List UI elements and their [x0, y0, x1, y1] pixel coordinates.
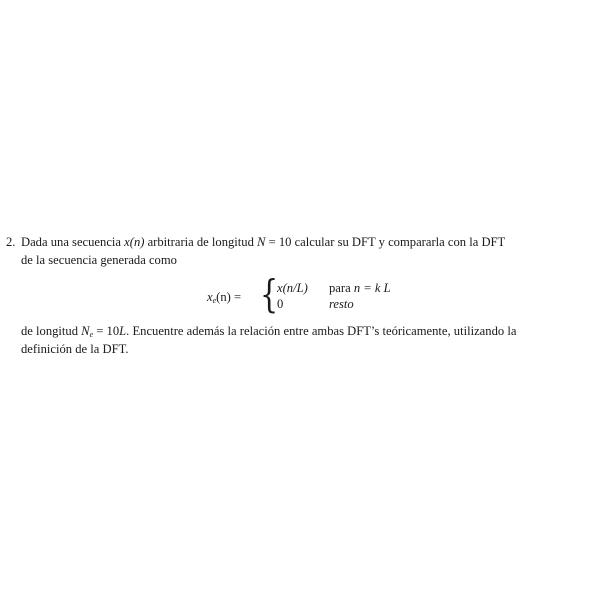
case-1-condition: para n = k L — [329, 281, 391, 295]
problem-line-3: de longitud $N_e = 10L$. Encuentre además la relación entre ambas DFT’s teóricamente, utilizando la — [21, 324, 517, 339]
problem-number: 2. — [6, 235, 16, 249]
left-brace: { — [260, 272, 279, 316]
case-2-condition: resto — [329, 297, 354, 311]
length-N: N — [257, 235, 266, 249]
problem-line-2: de la secuencia generada como — [21, 253, 177, 267]
problem-line-1: 2. Dada una secuencia x(n) arbitraria de longitud N = 10 calcular su DFT y compararla con la DFT — [6, 235, 506, 249]
problem-line-4: definición de la DFT. — [21, 342, 129, 356]
formula-lhs: $x_e(n)$ = — [207, 290, 242, 305]
length-Ne: N — [81, 324, 90, 338]
case-2-value: 0 — [277, 297, 284, 311]
piecewise-formula — [207, 272, 427, 318]
sequence-x-n: x(n) — [124, 235, 145, 249]
case-1-value: x(n/L) — [277, 281, 308, 295]
